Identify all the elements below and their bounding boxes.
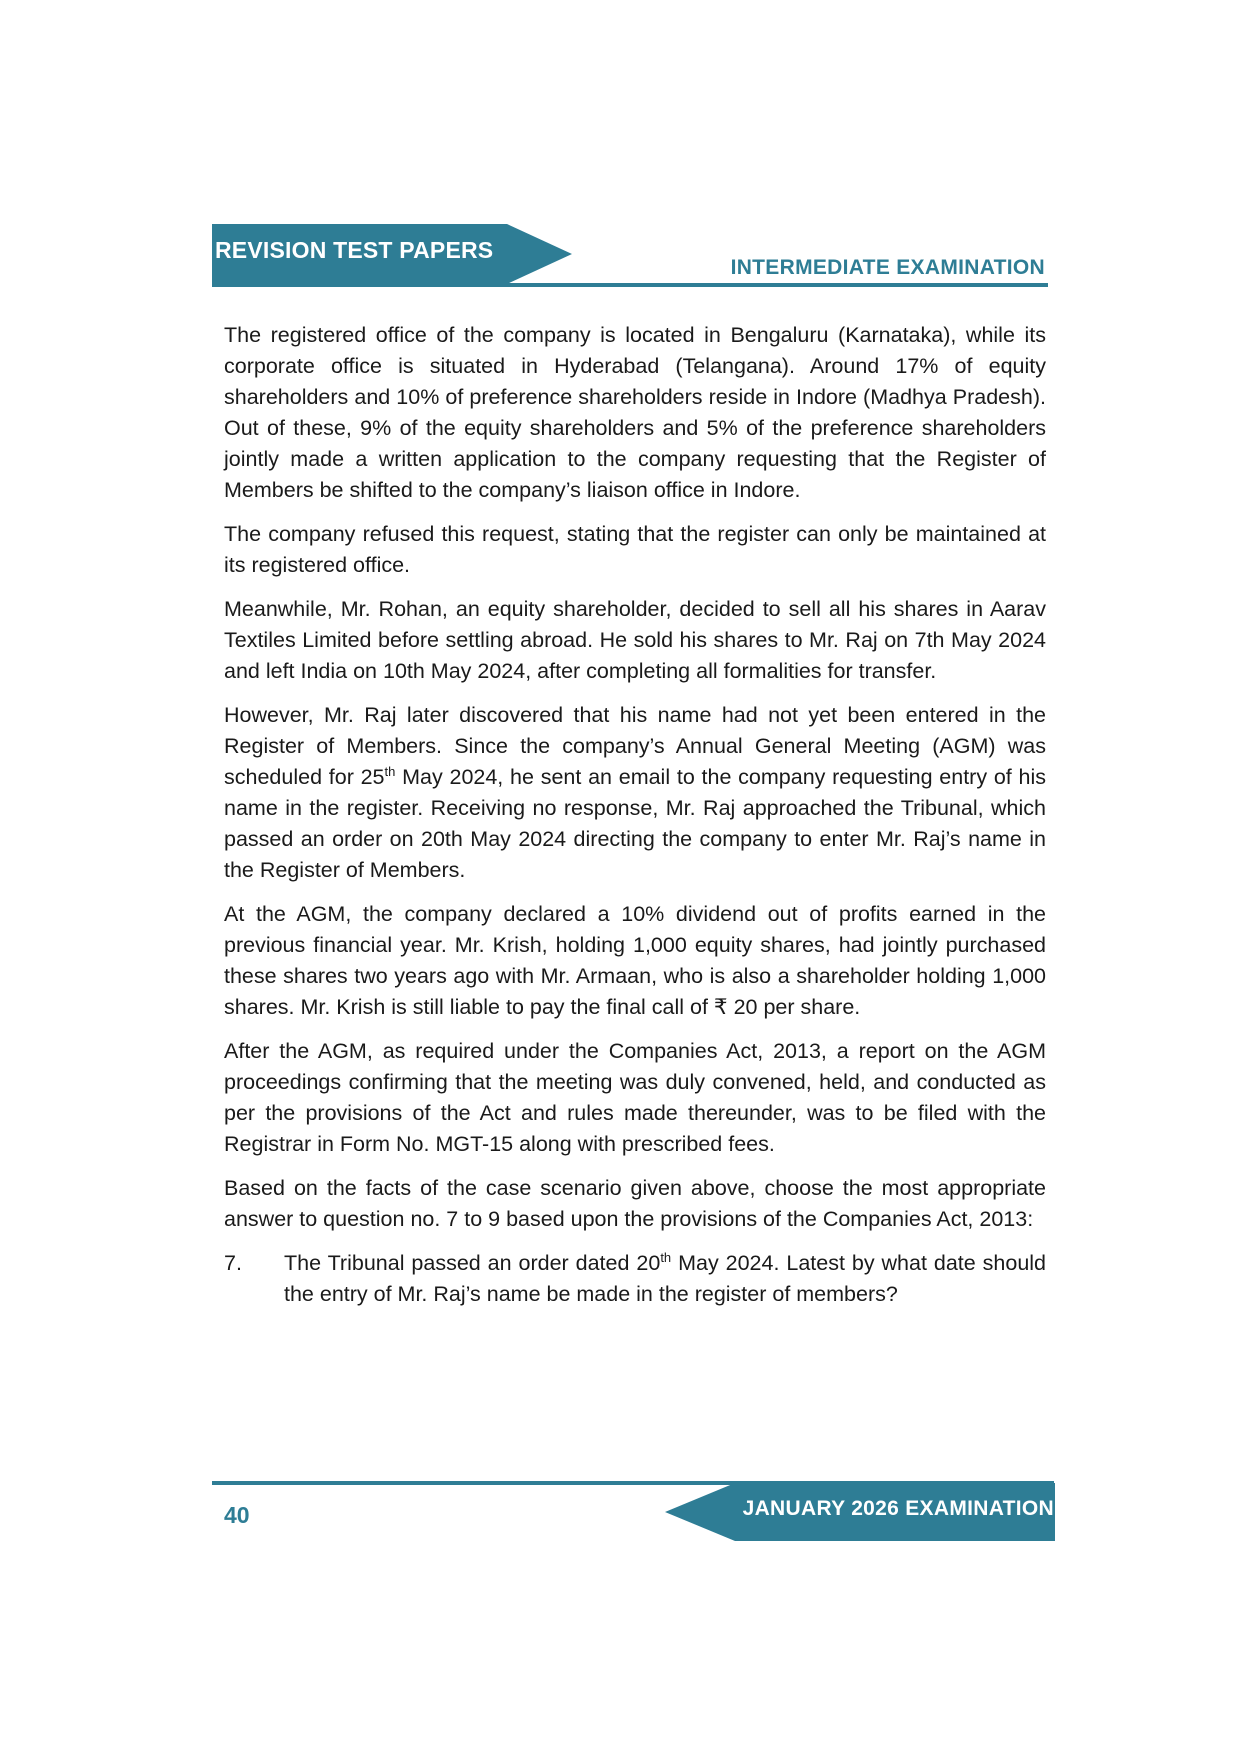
header-divider (212, 283, 1048, 287)
footer-exam-label: JANUARY 2026 EXAMINATION (742, 1497, 1054, 1520)
paragraph-tribunal-order (224, 700, 1046, 886)
paragraph-registered-office: The registered office of the company is located in Bengaluru (Karnataka), while its corporate office is situated in Hyderabad (Telangana). Around 17% of equity shareholders and 10% of preference shareholders reside in Indore (Madhya Pradesh). Out of these, 9% of the equity shareholders and 5% of the preference shareholders jointly made a written application to the company requesting that the Register of Members be shifted to the company’s liaison office in Indore. (224, 323, 1046, 502)
paragraph-tribunal-order-part2: May 2024, he sent an email to the company requesting entry of his name in the register. Receiving no response, Mr. Raj approached the Tribunal, which passed an order on 20th May 2024 directing the company to enter Mr. Raj’s name in the Register of Members. (224, 765, 1047, 882)
question-item (224, 1248, 1046, 1310)
question-text (284, 1248, 1046, 1310)
question-number: 7. (224, 1251, 242, 1275)
paragraph-tribunal-order-part1: However, Mr. Raj later discovered that his name had not yet been entered in the Register of Members. Since the company’s Annual General Meeting (AGM) was scheduled for 25 (224, 703, 1046, 789)
page-number: 40 (224, 1502, 250, 1528)
document-body (224, 320, 1046, 1310)
paragraph-dividend: At the AGM, the company declared a 10% dividend out of profits earned in the previous financial year. Mr. Krish, holding 1,000 equity shares, had jointly purchased these shares two years ago with Mr. Armaan, who is also a shareholder holding 1,000 shares. Mr. Krish is still liable to pay the final call of ₹ 20 per share. (224, 902, 1046, 1019)
paragraph-agm-report: After the AGM, as required under the Companies Act, 2013, a report on the AGM proceedings confirming that the meeting was duly convened, held, and conducted as per the provisions of the Act and rules made thereunder, was to be filed with the Registrar in Form No. MGT-15 along with prescribed fees. (224, 1039, 1046, 1156)
paragraph-company-refusal: The company refused this request, stating that the register can only be maintained at its registered office. (224, 522, 1046, 577)
exam-level-label: INTERMEDIATE EXAMINATION (730, 256, 1045, 279)
question-text-part1: The Tribunal passed an order dated 20 (284, 1251, 661, 1275)
question-text-part2: May 2024. Latest by what date should the entry of Mr. Raj’s name be made in the register of members? (284, 1251, 1047, 1306)
question-ordinal-suffix: th (660, 1249, 672, 1265)
ordinal-suffix: th (384, 763, 396, 779)
paragraph-instructions: Based on the facts of the case scenario given above, choose the most appropriate answer to question no. 7 to 9 based upon the provisions of the Companies Act, 2013: (224, 1176, 1046, 1231)
header-title: REVISION TEST PAPERS (215, 237, 494, 263)
paragraph-share-sale: Meanwhile, Mr. Rohan, an equity shareholder, decided to sell all his shares in Aarav Textiles Limited before settling abroad. He sold his shares to Mr. Raj on 7th May 2024 and left India on 10th May 2024, after completing all formalities for transfer. (224, 597, 1046, 683)
